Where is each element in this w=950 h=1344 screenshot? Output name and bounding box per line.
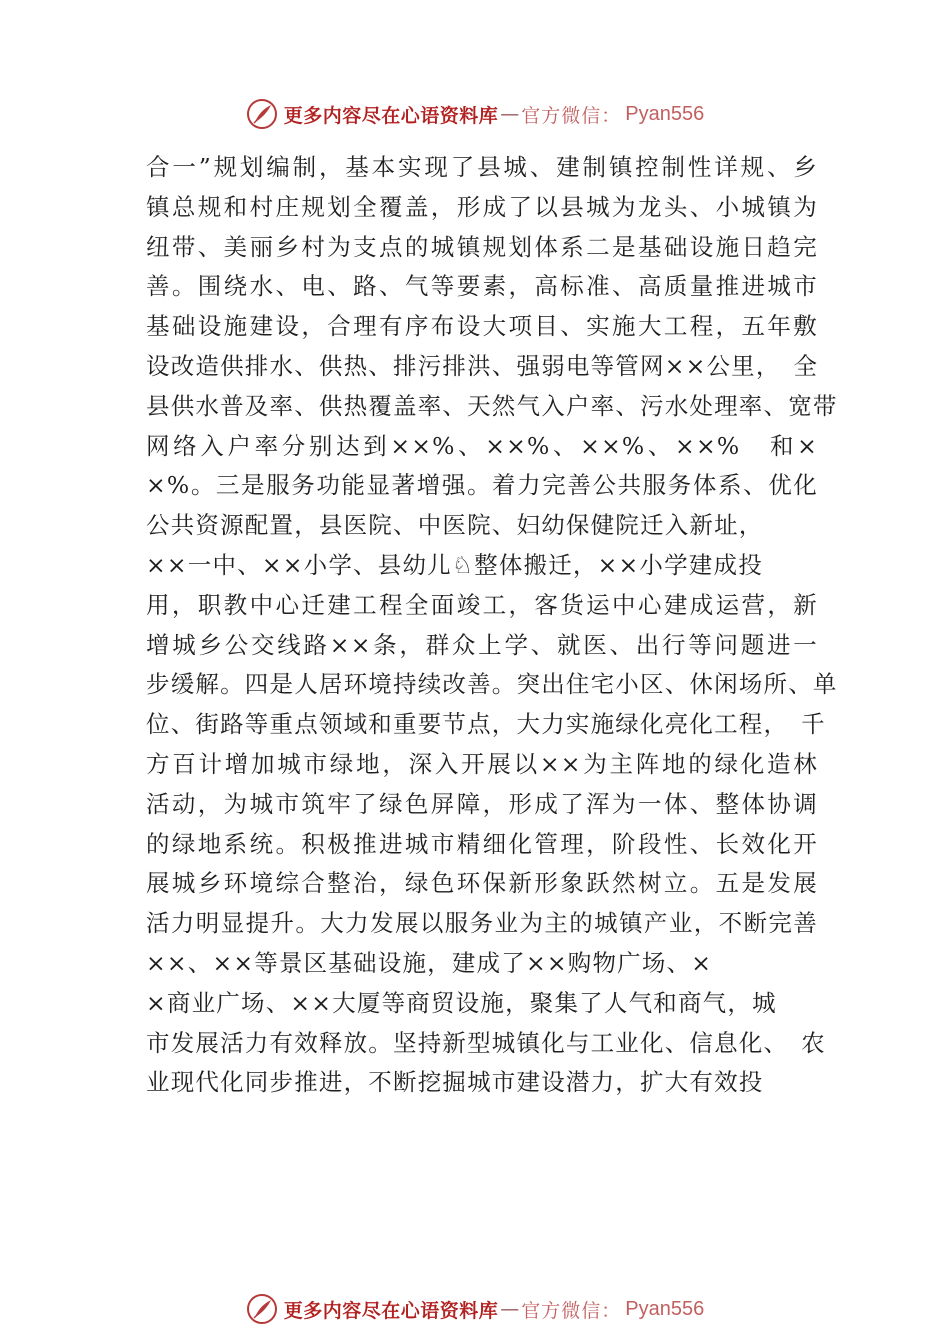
body-line: 县供水普及率、供热覆盖率、天然气入户率、污水处理率、宽带 [146, 391, 838, 420]
body-line: 活力明显提升。大力发展以服务业为主的城镇产业，不断完善 [146, 909, 818, 938]
body-line: 展城乡环境综合整治，绿色环保新形象跃然树立。五是发展 [146, 869, 818, 898]
body-line: ××、××等景区基础设施，建成了××购物广场、× [146, 948, 713, 977]
quill-logo-icon [246, 98, 278, 130]
body-line: 位、街路等重点领域和重要节点，大力实施绿化亮化工程， 千 [146, 710, 826, 739]
footer-brand-text: 更多内容尽在心语资料库 [283, 1299, 499, 1322]
body-line: 基础设施建设，合理有序布设大项目、实施大工程，五年敷 [146, 312, 818, 341]
body-line: 增城乡公交线路××条，群众上学、就医、出行等问题进一 [146, 630, 818, 659]
footer-banner [0, 1289, 950, 1329]
body-line: 镇总规和村庄规划全覆盖，形成了以县城为龙头、小城镇为 [146, 192, 818, 221]
body-line: 纽带、美丽乡村为支点的城镇规划体系二是基础设施日趋完 [146, 232, 818, 261]
footer-wechat-id: Pyan556 [625, 1297, 705, 1320]
header-banner [0, 94, 950, 134]
body-line: 网络入户率分别达到××%、××%、××%、××% 和× [146, 431, 818, 460]
body-line: 活动，为城市筑牢了绿色屏障，形成了浑为一体、整体协调 [146, 789, 818, 818]
body-line: 善。围绕水、电、路、气等要素，高标准、高质量推进城市 [146, 272, 818, 301]
body-line: 公共资源配置，县医院、中医院、妇幼保健院迁入新址， [146, 511, 764, 540]
header-brand-text: 更多内容尽在心语资料库 [283, 104, 499, 127]
header-dash: — [500, 103, 520, 125]
body-line: 的绿地系统。积极推进城市精细化管理，阶段性、长效化开 [146, 829, 818, 858]
body-line: 合一”规划编制，基本实现了县城、建制镇控制性详规、乡 [146, 153, 818, 181]
body-line: 步缓解。四是人居环境持续改善。突出住宅小区、休闲场所、单 [146, 670, 838, 699]
body-line: 市发展活力有效释放。坚持新型城镇化与工业化、信息化、 农 [146, 1028, 826, 1057]
body-line: ×%。三是服务功能显著增强。着力完善公共服务体系、优化 [146, 471, 818, 500]
body-line: 方百计增加城市绿地，深入开展以××为主阵地的绿化造林 [146, 749, 818, 778]
quill-logo-icon [246, 1293, 278, 1325]
body-line: ××一中、××小学、县幼儿♘整体搬迁，××小学建成投 [146, 550, 763, 579]
header-wechat-id: Pyan556 [625, 102, 705, 125]
body-line: ×商业广场、××大厦等商贸设施，聚集了人气和商气，城 [146, 988, 777, 1017]
footer-official-label: 官方微信： [521, 1299, 622, 1322]
document-body [146, 148, 838, 1103]
body-line: 设改造供排水、供热、排污排洪、强弱电等管网××公里， 全 [146, 351, 819, 380]
header-official-label: 官方微信： [521, 104, 622, 127]
body-line: 用，职教中心迁建工程全面竣工，客货运中心建成运营，新 [146, 590, 818, 619]
footer-dash: — [500, 1298, 520, 1320]
body-line: 业现代化同步推进，不断挖掘城市建设潜力，扩大有效投 [146, 1068, 764, 1097]
